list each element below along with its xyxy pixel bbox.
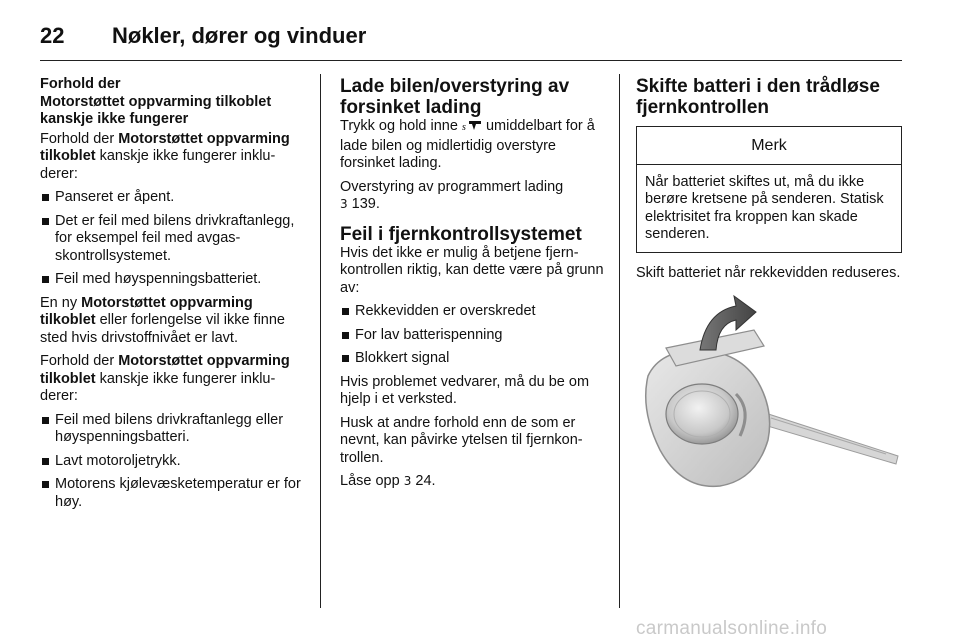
paragraph: Hvis problemet vedvarer, må du be om hjelp i et verksted. <box>340 373 590 407</box>
page-number: 22 <box>40 23 65 48</box>
page-title: Nøkler, dører og vinduer <box>112 23 367 48</box>
svg-text:s: s <box>461 122 466 132</box>
column-divider-2 <box>619 74 620 608</box>
list-item: Feil med høyspenningsbatteriet. <box>40 271 306 289</box>
column-1 <box>40 76 306 517</box>
page-reference-arrow-icon: 3 <box>403 474 412 488</box>
header-rule <box>40 60 902 61</box>
page-header <box>40 14 902 58</box>
paragraph: Overstyring av programmert lading 3 139. <box>340 178 564 212</box>
list-item: Lavt motoroljetrykk. <box>40 453 306 471</box>
page-reference: 24. <box>415 473 436 489</box>
note-title: Merk <box>637 127 901 165</box>
section-heading-remote-fault: Feil i fjernkontrollsystemet <box>340 223 582 245</box>
paragraph: Husk at andre forhold enn de som er nevnt, kan påvirke ytelsen til fjernkontrollen. <box>340 414 583 466</box>
paragraph: Skift batteriet når rekkevidden reduseres. <box>636 264 901 281</box>
note-body: Når batteriet skiftes ut, må du ikke berøre kretsene på senderen. Statisk elektrisitet fra kroppen kan skade senderen. <box>645 173 884 242</box>
paragraph: Forhold der Motorstøttet oppvarming tilkoblet kanskje ikke fungerer inkluderer: <box>40 353 290 404</box>
paragraph: En ny Motorstøttet oppvarming tilkoblet eller forlengelse vil ikke finne sted hvis drivstoffnivået er lavt. <box>40 294 285 346</box>
list-item: Det er feil med bilens drivkraftanlegg, for eksempel feil med avgasskontrollsystemet. <box>40 213 306 266</box>
page-reference: 139. <box>351 196 380 212</box>
section-heading-battery: Skifte batteri i den trådløse fjernkontrollen <box>636 76 880 118</box>
watermark: carmanualsonline.info <box>636 618 828 639</box>
paragraph: Trykk og hold inne s umiddelbart for å lade bilen og midlertidig overstyre forsinket lading. <box>340 118 595 171</box>
charge-override-icon <box>462 119 482 138</box>
paragraph: Forhold der Motorstøttet oppvarming tilkoblet kanskje ikke fungerer inkluderer: <box>40 130 290 182</box>
paragraph: Låse opp 3 24. <box>340 473 436 489</box>
list-item: Panseret er åpent. <box>40 189 306 207</box>
column-2 <box>340 76 604 497</box>
column-divider-1 <box>320 74 321 608</box>
bullet-list-3 <box>340 303 604 368</box>
remote-key-battery-illustration <box>636 290 902 506</box>
column-3 <box>636 76 902 506</box>
list-item: For lav batterispenning <box>340 327 604 345</box>
section-heading-charging: Lade bilen/overstyring av forsinket lading <box>340 76 570 118</box>
bullet-list-2 <box>40 412 306 512</box>
section-heading-conditions: Forhold der Motorstøttet oppvarming tilkoblet kanskje ikke fungerer <box>40 76 272 127</box>
list-item: Blokkert signal <box>340 350 604 368</box>
paragraph: Hvis det ikke er mulig å betjene fjernkontrollen riktig, kan dette være på grunn av: <box>340 244 604 296</box>
note-box <box>636 126 902 253</box>
list-item: Rekkevidden er overskredet <box>340 303 604 321</box>
page-reference-arrow-icon: 3 <box>340 197 348 211</box>
bullet-list-1 <box>40 189 306 289</box>
list-item: Motorens kjølevæsketemperatur er for høy. <box>40 476 306 511</box>
list-item: Feil med bilens drivkraftanlegg eller høyspenningsbatteri. <box>40 412 306 447</box>
